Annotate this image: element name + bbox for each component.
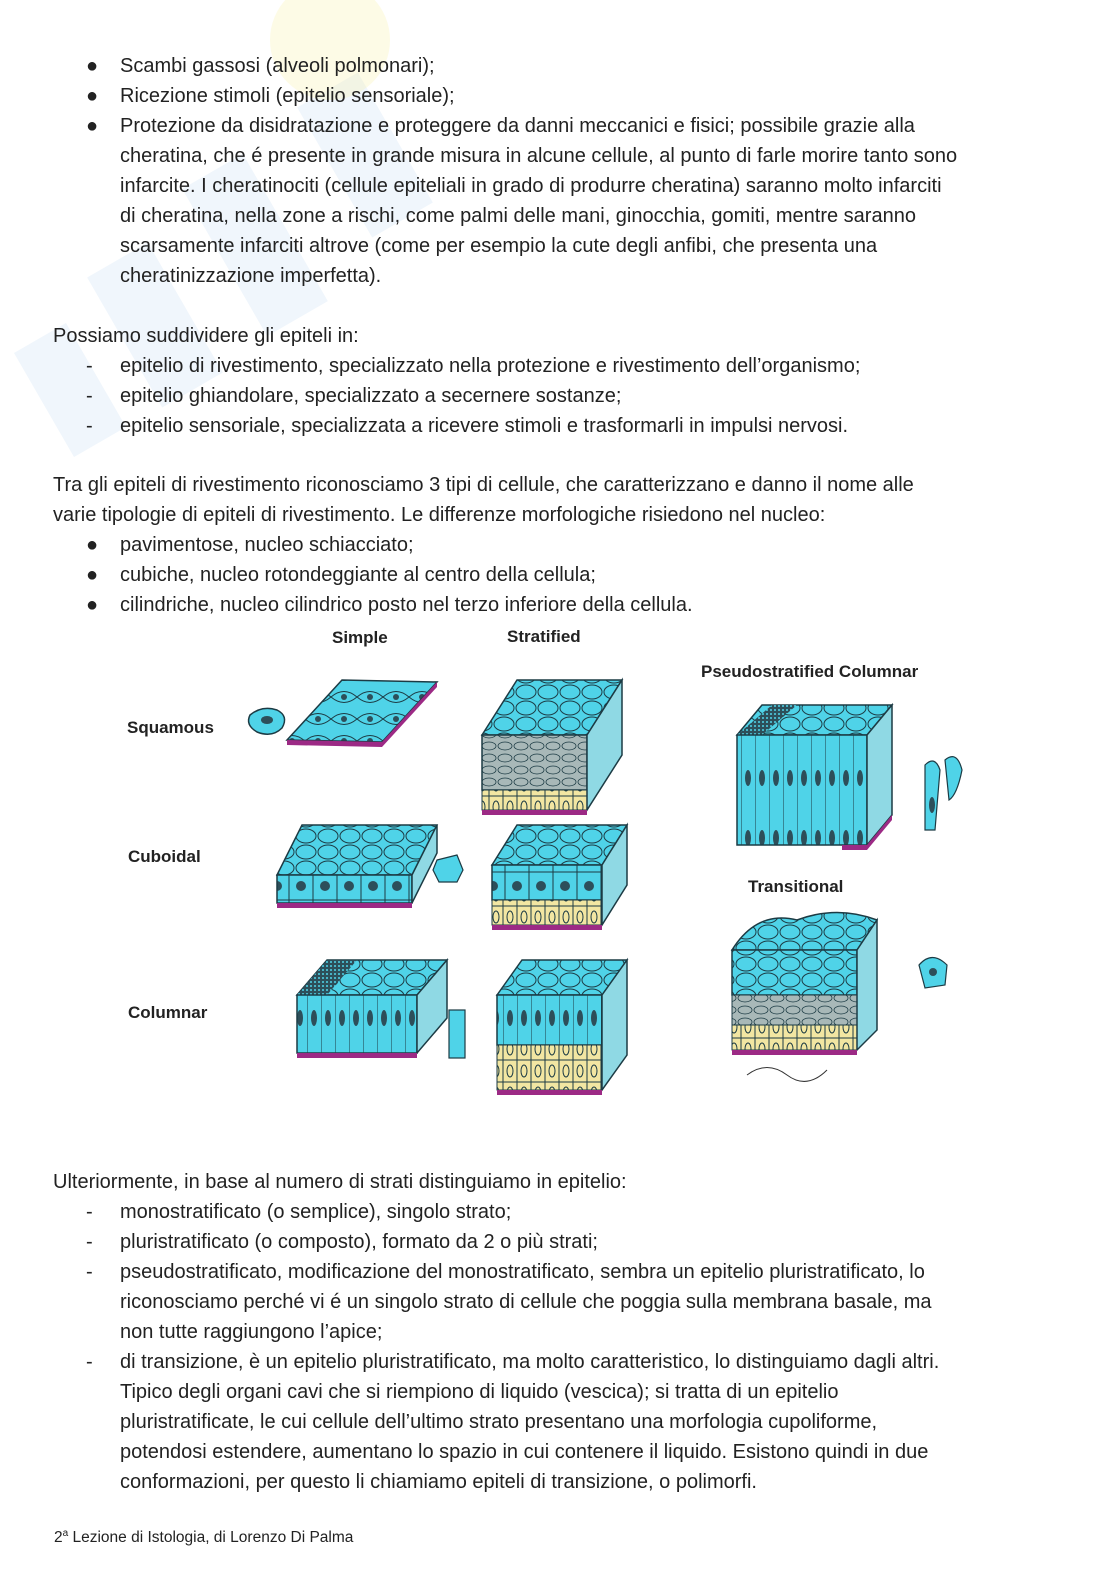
paragraph: Possiamo suddividere gli epiteli in: (53, 325, 359, 347)
pseudostratified-block (737, 705, 962, 850)
list-item: epitelio di rivestimento, specializzato nella protezione e rivestimento dell’organismo; (120, 355, 861, 377)
epithelium-figure (97, 620, 919, 1115)
bullet-dot: ● (86, 55, 99, 77)
list-item: conformazioni, per questo li chiamiamo epiteli di transizione, o polimorfi. (120, 1471, 757, 1493)
stratified-cuboidal-block (492, 825, 627, 930)
footer-text: Lezione di Istologia, di Lorenzo Di Palma (68, 1529, 354, 1547)
label-transitional: Transitional (748, 877, 844, 896)
label-pseudostratified: Pseudostratified Columnar (701, 662, 919, 681)
label-cuboidal: Cuboidal (128, 847, 201, 866)
list-item: di transizione, è un epitelio pluristratificato, ma molto caratteristico, lo distinguiamo dagli altri. (120, 1351, 940, 1373)
bullet-dot: ● (86, 564, 99, 586)
dash: - (86, 385, 93, 407)
simple-squamous-block (249, 680, 437, 747)
footer-superscript: a (62, 1528, 69, 1539)
dash: - (86, 355, 93, 377)
bullet-text: cubiche, nucleo rotondeggiante al centro della cellula; (120, 564, 596, 586)
bullet-dot: ● (86, 594, 99, 616)
list-item: epitelio ghiandolare, specializzato a secernere sostanze; (120, 385, 622, 407)
list-item: epitelio sensoriale, specializzata a ricevere stimoli e trasformarli in impulsi nervosi. (120, 415, 849, 437)
bullet-text: pavimentose, nucleo schiacciato; (120, 534, 414, 556)
dash: - (86, 1201, 93, 1223)
paragraph: Ulteriormente, in base al numero di strati distinguiamo in epitelio: (53, 1171, 627, 1193)
list-item: pseudostratificato, modificazione del monostratificato, sembra un epitelio pluristratificato, lo (120, 1261, 925, 1283)
bullet-text: cheratinizzazione imperfetta). (120, 265, 382, 287)
bullet-dot: ● (86, 115, 99, 137)
label-stratified: Stratified (507, 627, 581, 646)
bullet-dot: ● (86, 85, 99, 107)
list-item: Tipico degli organi cavi che si riempiono di liquido (vescica); si tratta di un epitelio (120, 1381, 839, 1403)
bullet-dot: ● (86, 534, 99, 556)
label-squamous: Squamous (127, 718, 214, 737)
label-columnar: Columnar (128, 1003, 208, 1022)
stratified-columnar-block (497, 960, 627, 1095)
dash: - (86, 1261, 93, 1283)
list-item: non tutte raggiungono l’apice; (120, 1321, 383, 1343)
list-item: riconosciamo perché vi é un singolo strato di cellule che poggia sulla membrana basale, ma (120, 1291, 932, 1313)
transitional-block (732, 913, 947, 1082)
paragraph: Tra gli epiteli di rivestimento riconosciamo 3 tipi di cellule, che caratterizzano e danno il nome alle (53, 474, 914, 496)
page-footer (54, 1524, 353, 1548)
bullet-text: di cheratina, nella zone a rischi, come palmi delle mani, ginocchia, gomiti, mentre saranno (120, 205, 916, 227)
list-item: pluristratificato (o composto), formato da 2 o più strati; (120, 1231, 598, 1253)
bullet-text: Scambi gassosi (alveoli polmonari); (120, 55, 435, 77)
stratified-squamous-block (482, 680, 622, 815)
label-simple: Simple (332, 628, 388, 647)
bullet-text: Ricezione stimoli (epitelio sensoriale); (120, 85, 455, 107)
bullet-text: cilindriche, nucleo cilindrico posto nel terzo inferiore della cellula. (120, 594, 693, 616)
bullet-text: Protezione da disidratazione e proteggere da danni meccanici e fisici; possibile grazie alla (120, 115, 915, 137)
bullet-text: scarsamente infarciti altrove (come per esempio la cute degli anfibi, che presenta una (120, 235, 878, 257)
list-item: potendosi estendere, aumentano lo spazio in cui contenere il liquido. Esistono quindi in due (120, 1441, 929, 1463)
list-item: monostratificato (o semplice), singolo strato; (120, 1201, 512, 1223)
paragraph: varie tipologie di epiteli di rivestimento. Le differenze morfologiche risiedono nel nucleo: (53, 504, 826, 526)
bullet-text: cheratina, che é presente in grande misura in alcune cellule, al punto di farle morire tanto sono (120, 145, 958, 167)
footer-number: 2 (54, 1529, 63, 1547)
dash: - (86, 415, 93, 437)
dash: - (86, 1231, 93, 1253)
simple-cuboidal-block (277, 825, 463, 908)
list-item: pluristratificate, le cui cellule dell’ultimo strato presentano una morfologia cupoliforme, (120, 1411, 878, 1433)
bullet-text: infarcite. I cheratinociti (cellule epiteliali in grado di produrre cheratina) saranno molto infarciti (120, 175, 942, 197)
simple-columnar-block (297, 960, 465, 1058)
dash: - (86, 1351, 93, 1373)
